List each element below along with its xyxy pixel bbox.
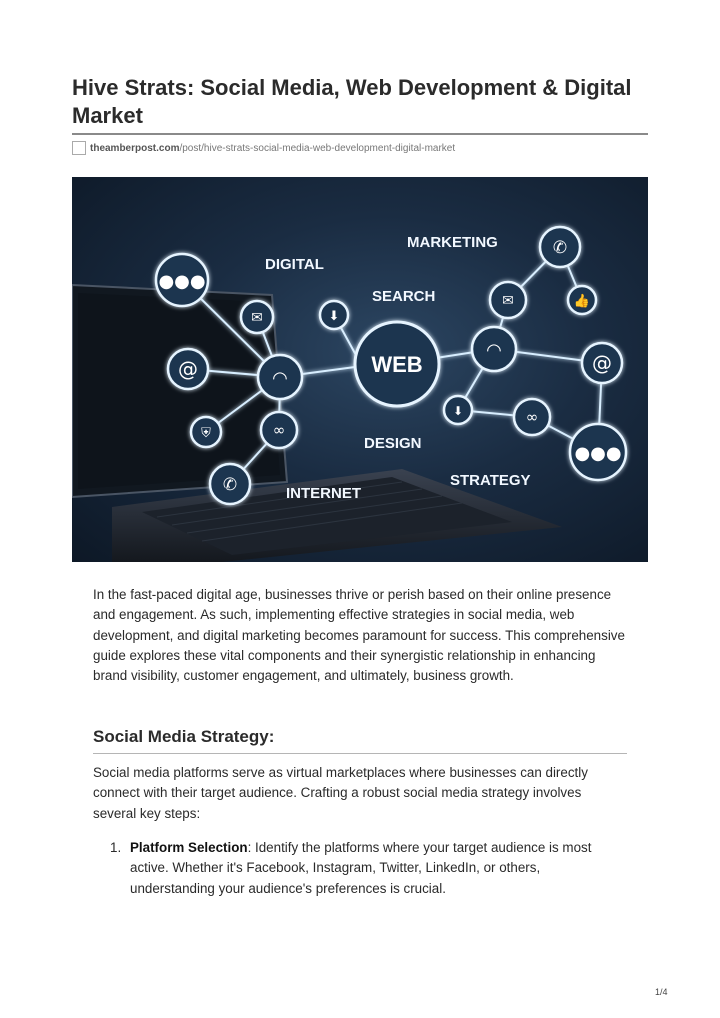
internet-label: INTERNET [286,485,361,502]
list-content [130,838,620,899]
svg-text:✉: ✉ [251,310,263,326]
favicon-icon [72,141,86,155]
svg-text:●●●: ●●● [158,271,206,292]
svg-text:✆: ✆ [552,238,568,258]
svg-text:👍: 👍 [573,294,591,309]
svg-text:@: @ [178,357,198,381]
source-domain[interactable]: theamberpost.com [90,142,180,154]
hero-image [72,177,648,562]
page-number: 1/4 [655,987,668,997]
source-line [72,140,455,156]
steps-list [110,838,620,899]
list-item [110,838,620,899]
marketing-label: MARKETING [407,234,498,251]
svg-text:◠: ◠ [272,368,288,389]
svg-text:⬇: ⬇ [328,309,340,324]
list-number: 1. [110,840,122,855]
digital-label: DIGITAL [265,256,324,273]
section-heading-social-media: Social Media Strategy: [93,727,275,746]
design-label: DESIGN [364,435,422,452]
web-label: WEB [371,352,423,377]
svg-text:⛨: ⛨ [201,426,211,441]
intro-paragraph: In the fast-paced digital age, businesses thrive or perish based on their online presence and engagement. As such, implementing effective strategies in social media, web development, and digital marketing becomes paramount for success. This comprehensive guide explores these vital components and their synergistic relationship in enhancing brand visibility, customer engagement, and ultimately, business growth. [93,587,625,684]
strategy-label: STRATEGY [450,472,531,489]
list-item-text: : Identify the platforms where your target audience is most active. Whether it's Facebook, Instagram, Twitter, LinkedIn, or others, understanding your audience's preferences is crucial. [130,840,592,896]
svg-text:∞: ∞ [272,421,286,439]
hero-illustration [72,177,648,562]
title-divider [72,133,648,135]
svg-text:◠: ◠ [486,340,502,361]
section-divider [93,753,627,754]
svg-text:@: @ [592,351,612,375]
svg-text:●●●: ●●● [574,443,622,464]
svg-text:⬇: ⬇ [452,404,464,418]
social-media-paragraph: Social media platforms serve as virtual marketplaces where businesses can directly connect with their target audience. Crafting a robust social media strategy involves several key steps: [93,765,588,821]
svg-text:∞: ∞ [525,408,539,426]
article-title: Hive Strats: Social Media, Web Development & Digital Market [72,75,632,128]
svg-text:✉: ✉ [502,293,514,309]
list-item-label: Platform Selection [130,840,248,855]
svg-text:✆: ✆ [222,475,238,495]
search-label: SEARCH [372,288,436,305]
source-path[interactable]: /post/hive-strats-social-media-web-development-digital-market [179,142,456,154]
